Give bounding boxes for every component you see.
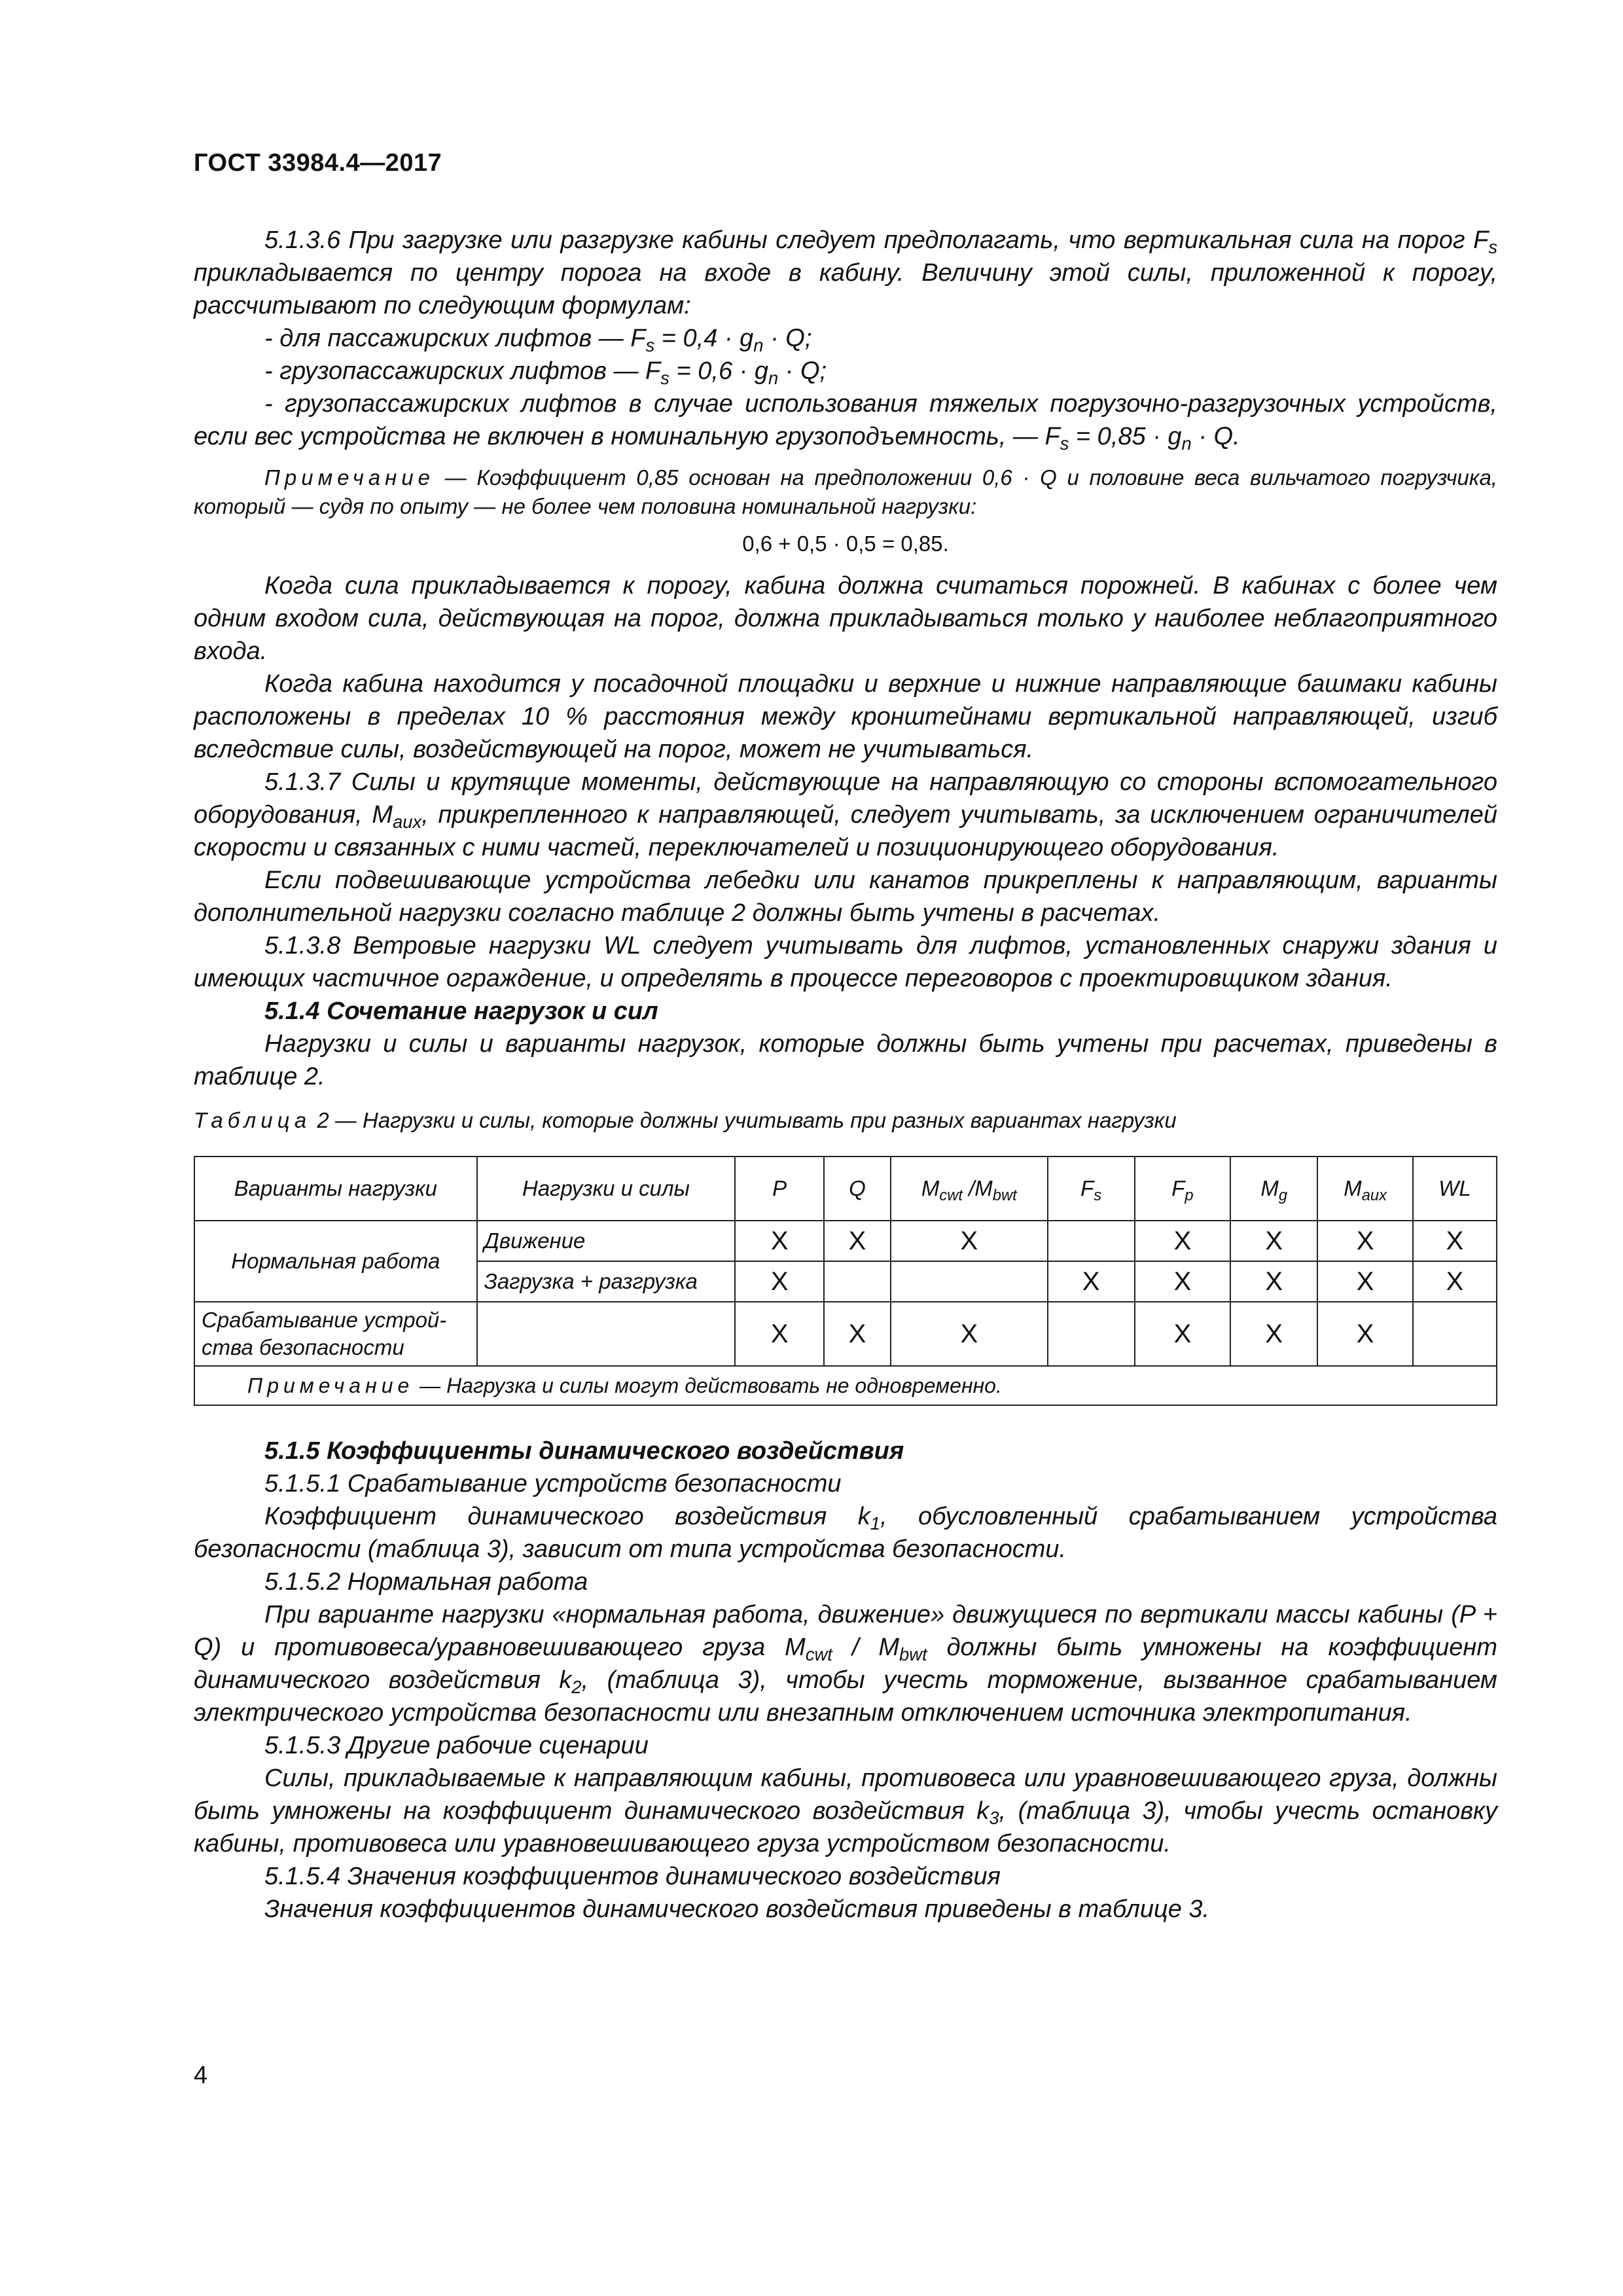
- header-mcwt-mbwt: $M_{cwt}$ $/M_{bwt}$: [891, 1157, 1048, 1221]
- heading-5152: 5.1.5.2 Нормальная работа: [264, 1568, 588, 1596]
- cell-loading-fs: X: [1048, 1261, 1135, 1302]
- header-fp: $F_p$: [1135, 1157, 1231, 1221]
- paragraph-empty-car: Когда сила прикладывается к порогу, кабина должна считаться порожней. В кабинах с более чем одним входом сила, действующая на порог, должна прикладываться только у наиболее неблагоприятного входа.: [194, 572, 1497, 665]
- cell-safety-maux: X: [1317, 1302, 1413, 1366]
- heading-5151: 5.1.5.1 Срабатывание устройств безопасности: [264, 1470, 842, 1498]
- note-text: — Коэффициент 0,85 основан на предположении 0,6 · Q и половине веса вильчатого погрузчика, который — судя по опыту — не более чем половина номинальной нагрузки:: [194, 465, 1497, 518]
- table-note-label: Примечание: [247, 1374, 414, 1397]
- paragraph-5138: 5.1.3.8 Ветровые нагрузки WL следует учитывать для лифтов, установленных снаружи здания и имеющих частичное ограждение, и определять в процессе переговоров с проектировщиком здания.: [194, 932, 1497, 992]
- cell-safety-fs: [1048, 1302, 1135, 1366]
- table-2-caption: [194, 1105, 1497, 1136]
- paragraph-5151: Коэффициент динамического воздействия $k_1$, обусловленный срабатыванием устройства безопасности (таблица 3), зависит от типа устройства безопасности.: [194, 1503, 1497, 1563]
- heading-515: 5.1.5 Коэффициенты динамического воздействия: [264, 1437, 904, 1465]
- heading-5153: 5.1.5.3 Другие рабочие сценарии: [264, 1732, 649, 1759]
- cell-safety-p: X: [735, 1302, 824, 1366]
- paragraph-landing: Когда кабина находится у посадочной площадки и верхние и нижние направляющие башмаки кабины расположены в пределах 10 % расстояния между кронштейнами вертикальной направляющей, изгиб вследствие силы, воздействующей на порог, может не учитываться.: [194, 670, 1497, 763]
- header-loads-forces: Нагрузки и силы: [477, 1157, 736, 1221]
- cell-motion-q: X: [824, 1221, 891, 1261]
- header-q: Q: [824, 1157, 891, 1221]
- case-normal-operation: Нормальная работа: [194, 1221, 477, 1302]
- header-fs: $F_s$: [1048, 1157, 1135, 1221]
- document-body: [194, 224, 1497, 1926]
- note-5136: [194, 463, 1497, 521]
- formula-passenger: - для пассажирских лифтов — $F_s = 0,4 \cdot g_n \cdot Q$;: [264, 325, 812, 356]
- paragraph-5137-suspension: Если подвешивающие устройства лебедки или канатов прикреплены к направляющим, варианты дополнительной нагрузки согласно таблице 2 должны быть учтены в расчетах.: [194, 867, 1497, 927]
- cell-loading-wl: X: [1413, 1261, 1497, 1302]
- cell-loading-fp: X: [1135, 1261, 1231, 1302]
- header-load-cases: Варианты нагрузки: [194, 1157, 477, 1221]
- paragraph-5153: Силы, прикладываемые к направляющим кабины, противовеса или уравновешивающего груза, должны быть умножены на коэффициент динамического воздействия $k_3$, (таблица 3), чтобы учесть остановку кабины, противовеса или уравновешивающего груза устройством безопасности.: [194, 1765, 1498, 1857]
- cell-loading-p: X: [735, 1261, 824, 1302]
- table-caption-label: Таблица: [194, 1108, 312, 1132]
- cell-safety-fp: X: [1135, 1302, 1231, 1366]
- cell-motion-mcwt: X: [891, 1221, 1048, 1261]
- table-row: [194, 1221, 1497, 1261]
- header-p: P: [735, 1157, 824, 1221]
- header-maux: $M_{aux}$: [1317, 1157, 1413, 1221]
- cell-loading-mcwt: [891, 1261, 1048, 1302]
- loads-table: [194, 1156, 1497, 1406]
- standard-code-header: ГОСТ 33984.4—2017: [194, 149, 442, 177]
- cell-motion-wl: X: [1413, 1221, 1497, 1261]
- cell-motion-mg: X: [1230, 1221, 1317, 1261]
- page-number: 4: [194, 2062, 208, 2089]
- formula-goods-passenger: - грузопассажирских лифтов — $F_s = 0,6 \cdot g_n \cdot Q$;: [264, 357, 827, 389]
- cell-safety-mcwt: X: [891, 1302, 1048, 1366]
- note-formula: 0,6 + 0,5 · 0,5 = 0,85.: [742, 531, 949, 556]
- case-safety-gear: Срабатывание устрой-ства безопасности: [194, 1302, 477, 1366]
- cell-safety-q: X: [824, 1302, 891, 1366]
- table-caption-text: 2 — Нагрузки и силы, которые должны учитывать при разных вариантах нагрузки: [311, 1108, 1177, 1132]
- cell-motion-fp: X: [1135, 1221, 1231, 1261]
- heading-514: 5.1.4 Сочетание нагрузок и сил: [264, 997, 658, 1025]
- table-note: [194, 1366, 1497, 1405]
- table-header-row: [194, 1157, 1497, 1221]
- cell-motion-p: X: [735, 1221, 824, 1261]
- heading-5154: 5.1.5.4 Значения коэффициентов динамического воздействия: [264, 1863, 1001, 1890]
- paragraph-5154: Значения коэффициентов динамического воздействия приведены в таблице 3.: [264, 1895, 1210, 1923]
- cell-safety-wl: [1413, 1302, 1497, 1366]
- paragraph-514: Нагрузки и силы и варианты нагрузок, которые должны быть учтены при расчетах, приведены в таблице 2.: [194, 1030, 1497, 1090]
- row-label-loading: Загрузка + разгрузка: [477, 1261, 736, 1302]
- table-note-row: [194, 1366, 1497, 1405]
- paragraph-5137: 5.1.3.7 Силы и крутящие моменты, действующие на направляющую со стороны вспомогательного оборудования, $M_{aux}$, прикрепленного к направляющей, следует учитывать, за исключением ограничителей скорости и связанных с ними частей, переключателей и позиционирующего оборудования.: [194, 768, 1497, 861]
- note-label: Примечание: [264, 465, 435, 490]
- header-wl: WL: [1413, 1157, 1497, 1221]
- cell-loading-mg: X: [1230, 1261, 1317, 1302]
- table-row: [194, 1302, 1497, 1366]
- paragraph-5136: 5.1.3.6 При загрузке или разгрузке кабины следует предполагать, что вертикальная сила на порог $F_s$ прикладывается по центру порога на входе в кабину. Величину этой силы, приложенной к порогу, рассчитывают по следующим формулам:: [194, 226, 1497, 319]
- formula-heavy-handling: - грузопассажирских лифтов в случае использования тяжелых погрузочно-разгрузочных устройств, если вес устройства не включен в номинальную грузоподъемность, — $F_s = 0,85 \cdot g_n \cdot Q$.: [194, 390, 1497, 454]
- row-label-safety-empty: [477, 1302, 736, 1366]
- cell-motion-maux: X: [1317, 1221, 1413, 1261]
- cell-loading-maux: X: [1317, 1261, 1413, 1302]
- paragraph-5152: При варианте нагрузки «нормальная работа, движение» движущиеся по вертикали массы кабины (P + Q) и противовеса/уравновешивающего груза $M_{cwt} / M_{bwt}$ должны быть умножены на коэффициент динамического воздействия $k_2$, (таблица 3), чтобы учесть торможение, вызванное срабатыванием электрического устройства безопасности или внезапным отключением источника электропитания.: [194, 1601, 1497, 1727]
- cell-loading-q: [824, 1261, 891, 1302]
- table-note-text: — Нагрузка и силы могут действовать не одновременно.: [414, 1374, 1002, 1397]
- cell-motion-fs: [1048, 1221, 1135, 1261]
- header-mg: $M_g$: [1230, 1157, 1317, 1221]
- cell-safety-mg: X: [1230, 1302, 1317, 1366]
- row-label-motion: Движение: [477, 1221, 736, 1261]
